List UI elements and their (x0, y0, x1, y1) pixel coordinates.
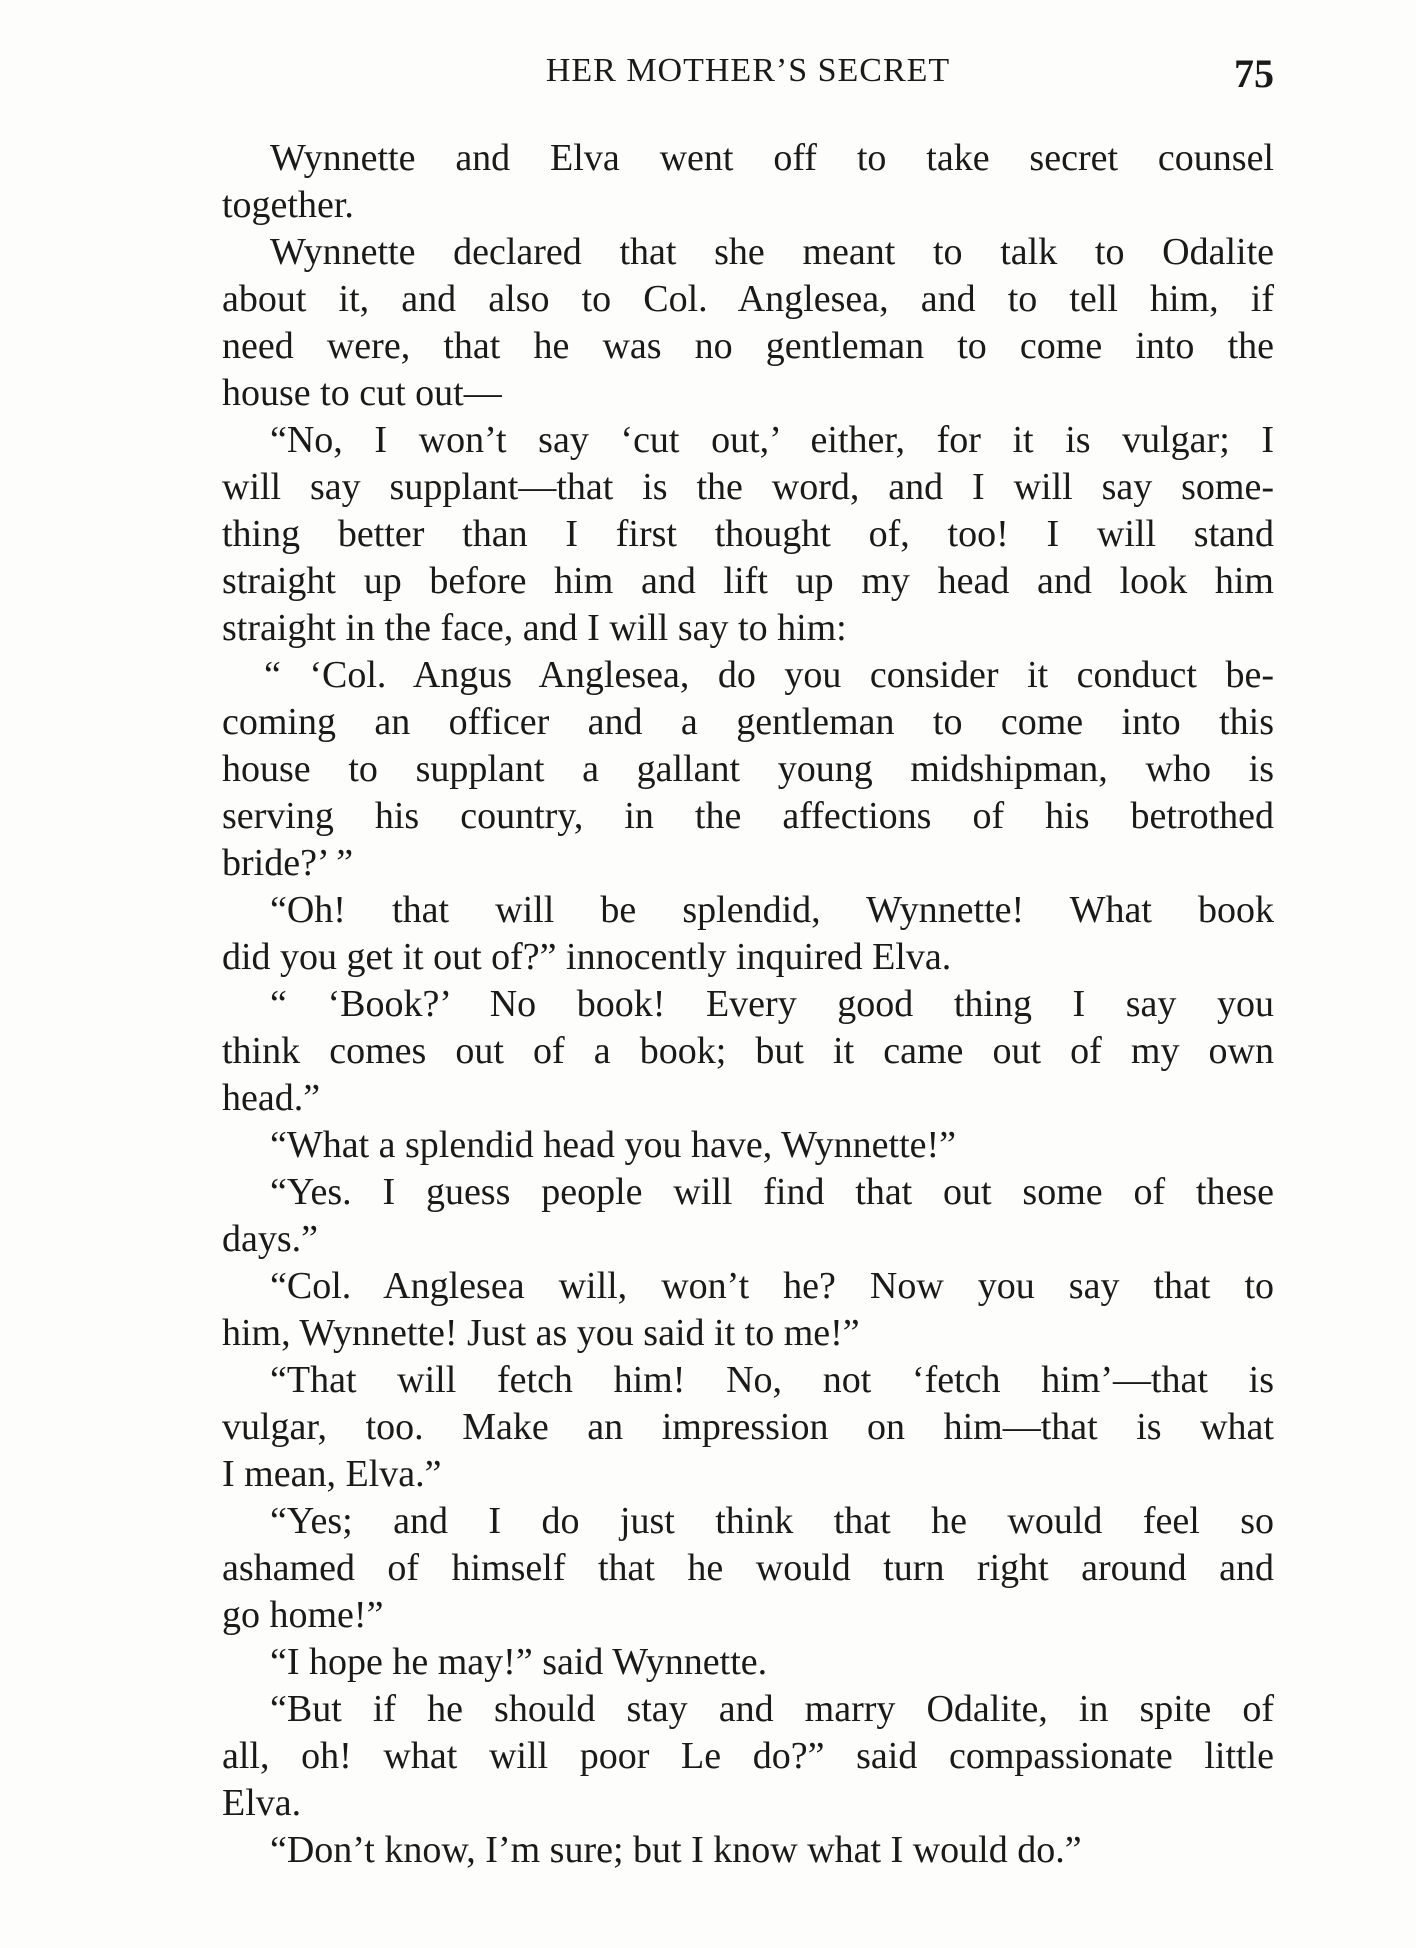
text-line: house to supplant a gallant young midshipman, who is (222, 748, 1274, 790)
text-line: “ ‘Book?’ No book! Every good thing I say you (270, 983, 1274, 1025)
text-line: “ ‘Col. Angus Anglesea, do you consider it conduct be- (264, 654, 1274, 696)
text-line: need were, that he was no gentleman to come into the (222, 325, 1274, 367)
text-line: “Yes; and I do just think that he would feel so (270, 1500, 1274, 1542)
text-line: think comes out of a book; but it came out of my own (222, 1030, 1274, 1072)
text-line: thing better than I first thought of, too! I will stand (222, 513, 1274, 555)
text-line: did you get it out of?” innocently inquired Elva. (222, 936, 952, 978)
text-line: him, Wynnette! Just as you said it to me!” (222, 1312, 860, 1354)
text-line: “What a splendid head you have, Wynnette!” (270, 1124, 957, 1166)
text-line: ashamed of himself that he would turn right around and (222, 1547, 1274, 1589)
text-line: coming an officer and a gentleman to come into this (222, 701, 1274, 743)
text-line: Wynnette declared that she meant to talk to Odalite (270, 231, 1274, 273)
text-line: straight up before him and lift up my head and look him (222, 560, 1274, 602)
text-line: “Col. Anglesea will, won’t he? Now you say that to (270, 1265, 1274, 1307)
text-line: straight in the face, and I will say to him: (222, 607, 847, 649)
text-line: will say supplant—that is the word, and I will say some- (222, 466, 1274, 508)
running-head (222, 52, 1274, 102)
text-line: bride?’ ” (222, 842, 354, 884)
body-text (222, 135, 1274, 1874)
text-line: Elva. (222, 1782, 302, 1824)
page-number: 75 (1234, 51, 1274, 96)
running-title: HER MOTHER’S SECRET (545, 52, 951, 89)
text-line: serving his country, in the affections of his betrothed (222, 795, 1274, 837)
text-line: I mean, Elva.” (222, 1453, 442, 1495)
text-line: all, oh! what will poor Le do?” said compassionate little (222, 1735, 1274, 1777)
text-line: house to cut out— (222, 372, 502, 414)
text-line: head.” (222, 1077, 321, 1119)
text-line: vulgar, too. Make an impression on him—that is what (222, 1406, 1274, 1448)
text-line: “No, I won’t say ‘cut out,’ either, for it is vulgar; I (270, 419, 1274, 461)
text-line: “Yes. I guess people will find that out some of these (270, 1171, 1274, 1213)
text-line: “Oh! that will be splendid, Wynnette! What book (270, 889, 1274, 931)
text-line: Wynnette and Elva went off to take secret counsel (270, 137, 1274, 179)
text-line: “I hope he may!” said Wynnette. (270, 1641, 768, 1683)
text-line: about it, and also to Col. Anglesea, and to tell him, if (222, 278, 1274, 320)
text-line: “But if he should stay and marry Odalite, in spite of (270, 1688, 1274, 1730)
text-line: together. (222, 184, 354, 226)
text-line: “Don’t know, I’m sure; but I know what I would do.” (270, 1829, 1082, 1871)
text-line: “That will fetch him! No, not ‘fetch him’—that is (270, 1359, 1274, 1401)
text-line: days.” (222, 1218, 319, 1260)
text-line: go home!” (222, 1594, 384, 1636)
